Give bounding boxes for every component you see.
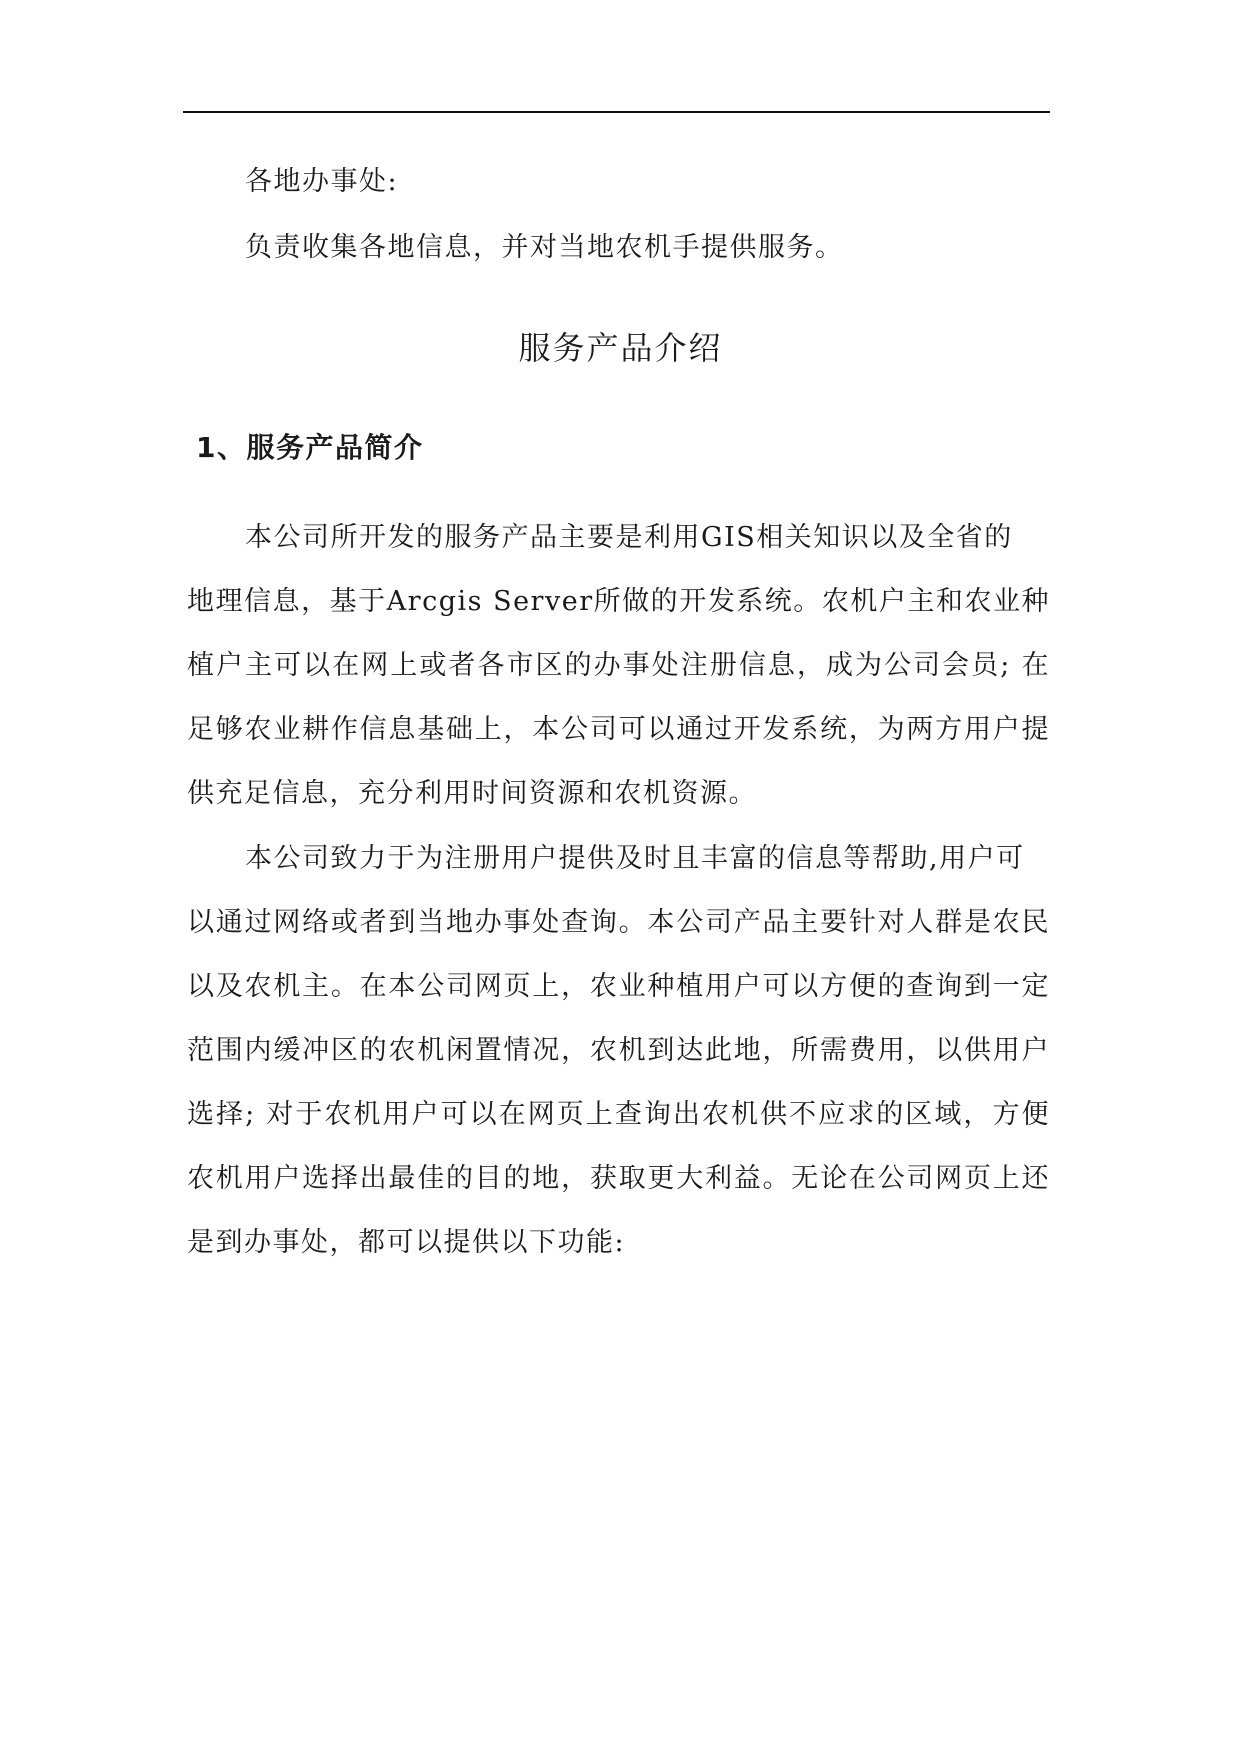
office-description: 负责收集各地信息，并对当地农机手提供服务。 [245,232,844,263]
subheading: 1、服务产品简介 [196,431,424,464]
office-label: 各地办事处: [245,166,399,197]
section-title: 服务产品介绍 [518,329,723,367]
para1-line-4: 足够农业耕作信息基础上，本公司可以通过开发系统，为两方用户提 [187,714,1050,745]
para2-line-7: 是到办事处，都可以提供以下功能: [187,1227,626,1258]
header-rule [183,111,1050,113]
para1-line-5: 供充足信息，充分利用时间资源和农机资源。 [187,778,757,809]
para2-line-5: 选择; 对于农机用户可以在网页上查询出农机供不应求的区域，方便 [187,1099,1050,1130]
para2-line-6: 农机用户选择出最佳的目的地，获取更大利益。无论在公司网页上还 [187,1163,1050,1194]
para1-line-1: 本公司所开发的服务产品主要是利用GIS相关知识以及全省的 [245,522,1013,553]
para2-line-2: 以通过网络或者到当地办事处查询。本公司产品主要针对人群是农民 [187,907,1050,938]
para2-line-3: 以及农机主。在本公司网页上，农业种植用户可以方便的查询到一定 [187,971,1050,1002]
para1-line-3: 植户主可以在网上或者各市区的办事处注册信息，成为公司会员; 在 [187,650,1050,681]
para2-line-1: 本公司致力于为注册用户提供及时且丰富的信息等帮助,用户可 [245,843,1025,874]
para2-line-4: 范围内缓冲区的农机闲置情况，农机到达此地，所需费用，以供用户 [187,1035,1050,1066]
para1-line-2: 地理信息，基于Arcgis Server所做的开发系统。农机户主和农业种 [187,586,1050,617]
